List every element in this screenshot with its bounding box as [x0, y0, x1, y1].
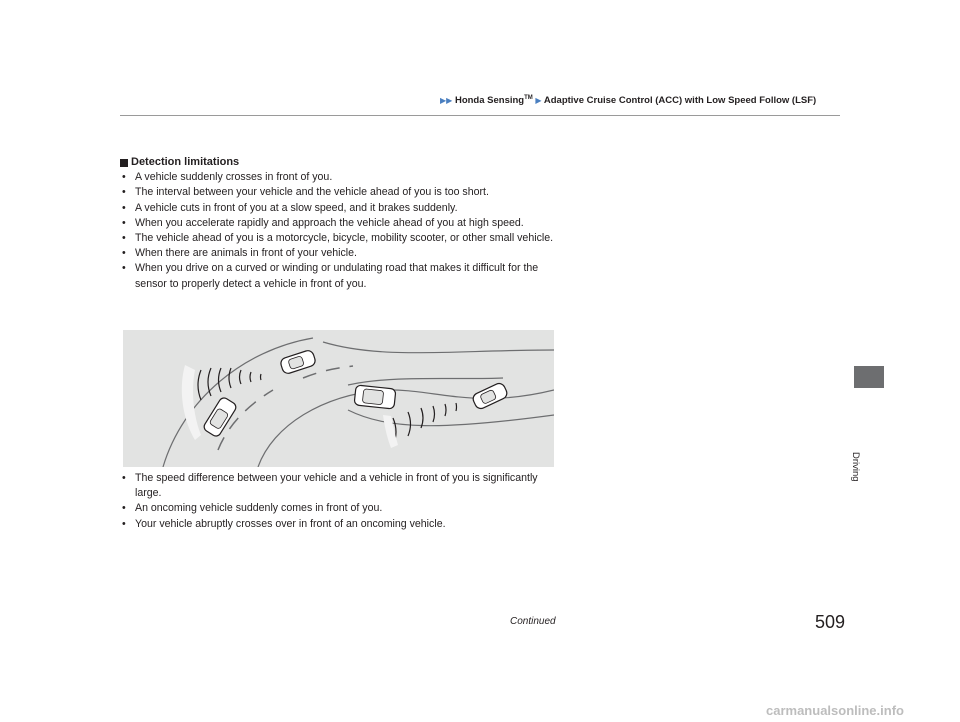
- list-item: • The speed difference between your vehicle and a vehicle in front of you is significantly large.: [120, 471, 560, 501]
- list-item: • When there are animals in front of your vehicle.: [120, 246, 560, 261]
- trademark: TM: [524, 95, 533, 101]
- triangle-icon: ▶: [535, 96, 542, 106]
- limitations-list: [120, 471, 560, 532]
- list-item: • A vehicle cuts in front of you at a slow speed, and it brakes suddenly.: [120, 201, 560, 216]
- list-item: • When you drive on a curved or winding or undulating road that makes it difficult for the sensor to properly detect a vehicle in front of you.: [120, 261, 560, 291]
- page-number: 509: [815, 612, 846, 632]
- road-edge: [323, 342, 554, 353]
- continued-label: Continued: [510, 616, 556, 627]
- lane-marking: [303, 366, 353, 378]
- radar-waves-icon: [198, 368, 457, 446]
- additional-limitations-section: [120, 471, 560, 532]
- car-icon: [279, 349, 316, 375]
- car-icon: [354, 385, 396, 409]
- header-rule: [120, 115, 840, 116]
- road-edge: [258, 390, 554, 467]
- road-diagram: [123, 330, 554, 467]
- list-item: • The interval between your vehicle and the vehicle ahead of you is too short.: [120, 185, 560, 200]
- list-item: • A vehicle suddenly crosses in front of you.: [120, 170, 560, 185]
- section-title-text: Detection limitations: [131, 156, 240, 168]
- car-icon: [471, 382, 509, 411]
- list-item: • When you accelerate rapidly and approach the vehicle ahead of you at high speed.: [120, 216, 560, 231]
- detection-limitations-section: [120, 155, 560, 292]
- limitations-list: [120, 170, 560, 292]
- section-title: [120, 155, 560, 170]
- watermark: carmanualsonline.info: [766, 703, 904, 718]
- list-item: • The vehicle ahead of you is a motorcycle, bicycle, mobility scooter, or other small vehicle.: [120, 231, 560, 246]
- road-edge: [348, 410, 554, 426]
- side-tab: [854, 366, 884, 388]
- road-edge: [348, 378, 503, 385]
- header-brand: Honda Sensing: [454, 95, 525, 107]
- curved-road-illustration: [123, 330, 554, 467]
- car-icon: [202, 396, 237, 438]
- triangle-icon: ▶▶: [440, 96, 453, 106]
- list-item: • Your vehicle abruptly crosses over in front of an oncoming vehicle.: [120, 517, 560, 532]
- square-bullet-icon: [120, 159, 128, 167]
- header-section: Adaptive Cruise Control (ACC) with Low Speed Follow (LSF): [543, 95, 817, 107]
- list-item: • An oncoming vehicle suddenly comes in front of you.: [120, 501, 560, 516]
- breadcrumb-header: [440, 95, 840, 106]
- side-tab-label: Driving: [850, 452, 861, 482]
